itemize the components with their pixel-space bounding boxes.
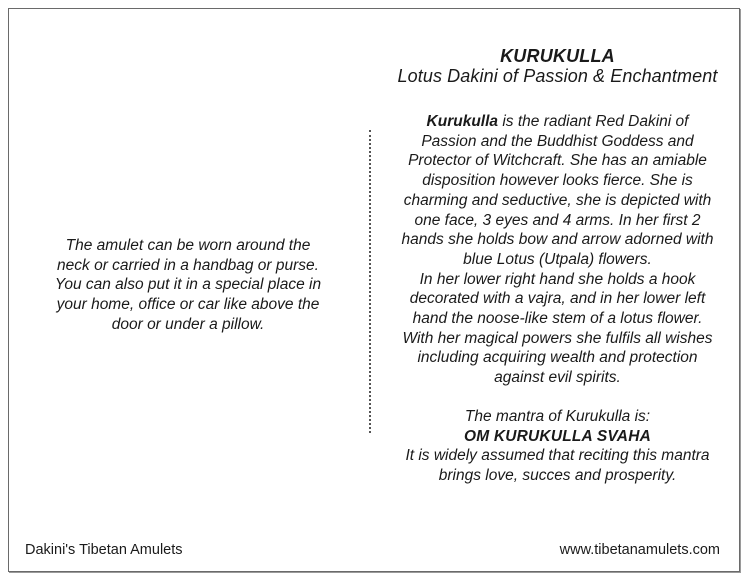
deity-description-column bbox=[370, 46, 745, 486]
description-line: including acquiring wealth and protection bbox=[417, 349, 698, 367]
mantra-line: It is widely assumed that reciting this mantra bbox=[405, 447, 710, 465]
description-line: With her magical powers she fulfils all wishes bbox=[402, 329, 713, 347]
description-line: blue Lotus (Utpala) flowers. bbox=[463, 250, 652, 268]
description-text bbox=[370, 112, 745, 388]
usage-line: your home, office or car like above the bbox=[56, 296, 320, 314]
description-line: hands she holds bow and arrow adorned with bbox=[401, 231, 714, 249]
footer-website: www.tibetanamulets.com bbox=[559, 542, 720, 558]
description-line: charming and seductive, she is depicted with bbox=[403, 191, 712, 209]
card-subtitle: Lotus Dakini of Passion & Enchantment bbox=[397, 66, 718, 86]
card-title: KURUKULLA bbox=[500, 46, 615, 66]
usage-line: You can also put it in a special place in bbox=[54, 276, 322, 294]
footer-brand: Dakini's Tibetan Amulets bbox=[25, 542, 183, 558]
mantra-intro: The mantra of Kurukulla is: bbox=[464, 407, 651, 425]
description-line: In her lower right hand she holds a hook bbox=[419, 270, 696, 288]
usage-line: The amulet can be worn around the bbox=[65, 237, 311, 254]
deity-name-bold: Kurukulla bbox=[426, 113, 499, 130]
mantra-text: OM KURUKULLA SVAHA bbox=[463, 427, 651, 445]
usage-line: neck or carried in a handbag or purse. bbox=[57, 256, 319, 274]
description-line-rest: is the radiant Red Dakini of bbox=[498, 113, 689, 130]
description-line: Passion and the Buddhist Goddess and bbox=[421, 132, 694, 150]
description-line: disposition however looks fierce. She is bbox=[422, 172, 693, 190]
mantra-line: brings love, succes and prosperity. bbox=[438, 466, 677, 484]
description-line: Protector of Witchcraft. She has an amiable bbox=[408, 152, 707, 170]
usage-instructions bbox=[20, 236, 356, 335]
description-line: against evil spirits. bbox=[494, 369, 621, 387]
description-line: one face, 3 eyes and 4 arms. In her first 2 bbox=[414, 211, 701, 229]
description-line: decorated with a vajra, and in her lower left bbox=[409, 290, 706, 308]
usage-line: door or under a pillow. bbox=[111, 315, 265, 333]
mantra-section bbox=[370, 407, 745, 486]
description-line: hand the noose-like stem of a lotus flower. bbox=[412, 310, 703, 328]
description-line bbox=[370, 112, 745, 132]
